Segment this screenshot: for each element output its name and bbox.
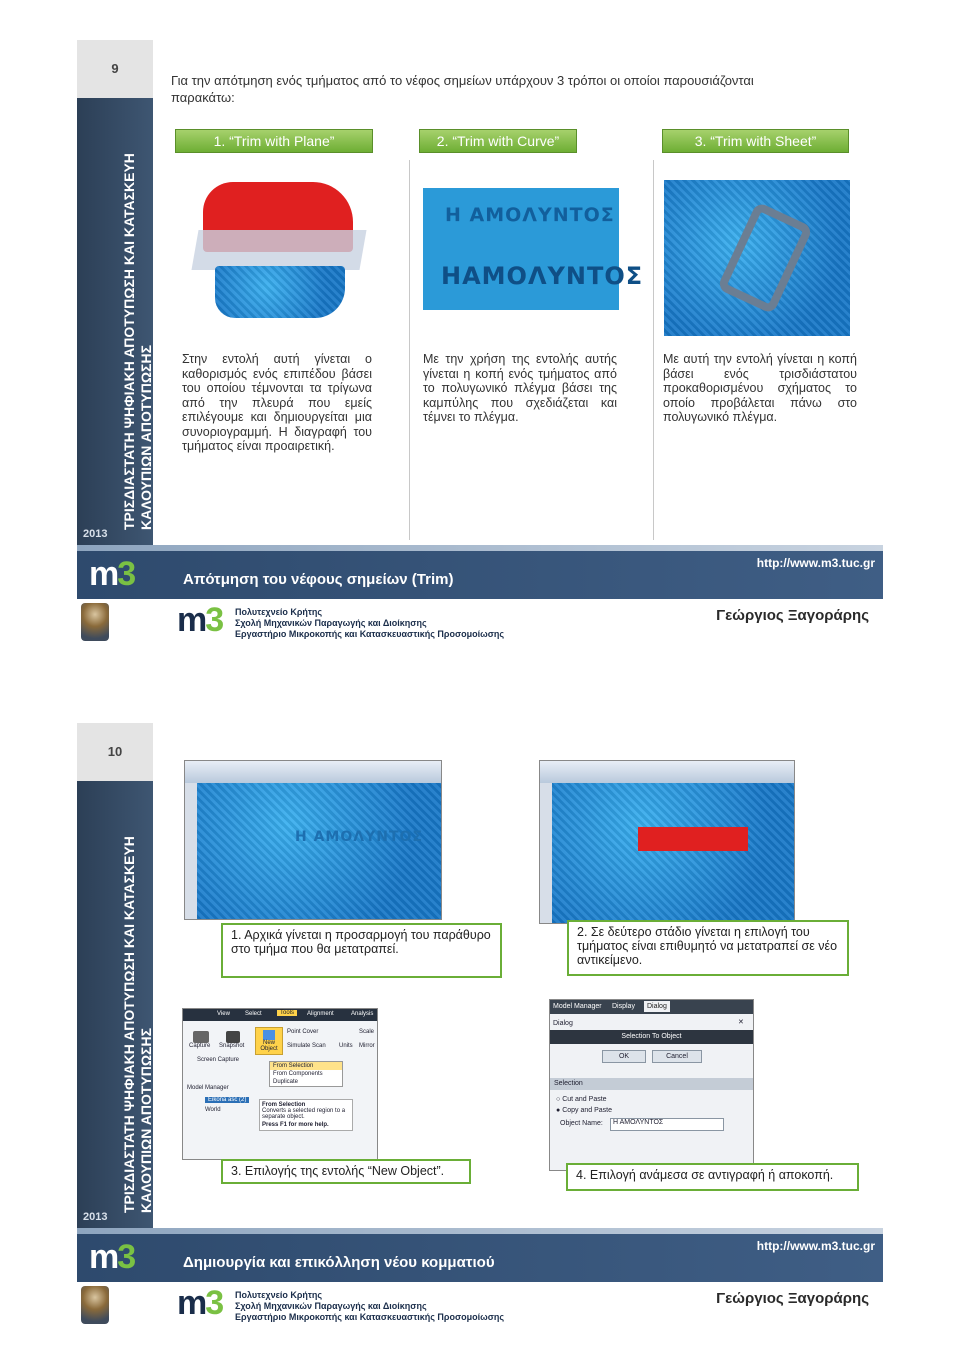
site-url: http://www.m3.tuc.gr [756,1239,875,1253]
new-object-button[interactable]: New Object [255,1027,283,1055]
ok-button[interactable]: OK [602,1050,646,1063]
inscription-faint: Η ΑΜΟΛΥΝΤΟΣ [295,829,423,845]
method-3-label: 3. “Trim with Sheet” [662,129,849,153]
caption-4: 4. Επιλογή ανάμεσα σε αντιγραφή ή αποκοπή. [566,1163,859,1191]
object-name-field[interactable]: Η ΑΜΟΛΥΝΤΟΣ [610,1118,724,1131]
column-divider [653,160,654,540]
mesh-blue-part [215,266,345,318]
footer-bar [77,1234,883,1282]
trim-curve-image [423,188,644,310]
slide-title: Δημιουργία και επικόλληση νέου κομματιού [183,1254,495,1271]
trim-sheet-image [664,180,850,336]
university-info: Πολυτεχνείο Κρήτης Σχολή Μηχανικών Παραγωγής και Διοίκησης Εργαστήριο Μικροκοπής και Κατασκευαστικής Προσομοίωσης [235,607,505,639]
tab-select[interactable]: Select [245,1011,262,1017]
footer-bar [77,551,883,599]
m3-logo: m3 [89,1238,135,1276]
camera-icon [193,1031,209,1043]
tree-item-world[interactable]: World [205,1107,221,1113]
scale-button[interactable]: Scale [359,1029,375,1035]
method-3-description: Με αυτή την εντολή γίνεται η κοπή βάσει ενός τρισδιάστατου προκαθορισμένου σχήματος το οποίο προβάλεται πάνω στο πολυγωνικό πλέγμα. [663,352,857,424]
sheet-shape [717,201,814,314]
snapshot-button[interactable]: Snapshot [219,1031,247,1049]
inscription-bottom: ΗΑΜΟΛΥΝΤΟΣ [441,262,644,290]
screen-capture-group: Screen Capture [197,1057,240,1063]
method-1-label: 1. “Trim with Plane” [175,129,373,153]
tab-dialog[interactable]: Dialog [644,1001,670,1012]
new-object-menu [269,1061,343,1087]
slide-9 [77,40,883,643]
mirror-button[interactable]: Mirror [359,1043,375,1049]
year-label: 2013 [83,1211,108,1223]
m3-logo: m3 [89,555,135,593]
page-number: 9 [77,40,153,98]
menu-duplicate[interactable]: Duplicate [273,1079,299,1085]
slide-10 [77,723,883,1326]
simulate-scan-button[interactable]: Simulate Scan [287,1043,326,1049]
snapshot-icon [226,1031,240,1043]
author-name: Γεώργιος Ξαγοράρης [716,1290,869,1307]
site-url: http://www.m3.tuc.gr [756,556,875,570]
author-name: Γεώργιος Ξαγοράρης [716,607,869,624]
screenshot-ribbon [182,1008,378,1160]
method-2-label: 2. “Trim with Curve” [419,129,577,153]
inscription-top: Η ΑΜΟΛΥΝΤΟΣ [445,204,615,226]
option-cut-paste[interactable]: ○ Cut and Paste [556,1096,607,1103]
footer-bottom [77,1282,883,1328]
app-toolbar [185,761,441,783]
saint-icon [81,603,109,641]
tab-view[interactable]: View [217,1011,230,1017]
university-info: Πολυτεχνείο Κρήτης Σχολή Μηχανικών Παραγωγής και Διοίκησης Εργαστήριο Μικροκοπής και Κατασκευαστικής Προσομοίωσης [235,1290,505,1322]
page-number: 10 [77,723,153,781]
dialog-header: Dialog [553,1020,573,1027]
screenshot-dialog [549,999,754,1171]
selection-section-header: Selection [550,1078,753,1090]
caption-2: 2. Σε δεύτερο στάδιο γίνεται η επιλογή του τμήματος είναι επιθυμητό να μετατραπεί σε νέο αντικείμενο. [567,920,849,976]
radio-selected-icon: ● [556,1107,563,1114]
capture-button[interactable]: Capture [189,1031,213,1049]
screenshot-adjust-view [184,760,442,920]
tooltip: From Selection Converts a selected region to a separate object. Press F1 for more help. [259,1099,353,1131]
point-cover-button[interactable]: Point Cover [287,1029,319,1035]
dialog-title-bar: Selection To Object [550,1030,753,1044]
column-divider [409,160,410,540]
radio-icon: ○ [556,1096,563,1103]
dialog-tabs [550,1000,753,1014]
m3-logo-dark: m3 [177,601,223,639]
tab-analysis[interactable]: Analysis [351,1011,374,1017]
saint-icon [81,1286,109,1324]
footer-bottom [77,599,883,645]
slide-sidebar [77,40,153,545]
option-copy-paste[interactable]: ● Copy and Paste [556,1107,612,1114]
slide-title: Απότμηση του νέφους σημείων (Trim) [183,571,454,588]
menu-from-components[interactable]: From Components [273,1071,323,1077]
caption-1: 1. Αρχικά γίνεται η προσαρμογή του παράθυρο στο τμήμα που θα μετατραπεί. [221,923,502,978]
slide-sidebar [77,723,153,1228]
tab-display[interactable]: Display [612,1003,635,1010]
object-name-label: Object Name: [560,1120,603,1127]
tab-tools[interactable]: Tools [277,1010,297,1016]
m3-logo-dark: m3 [177,1284,223,1322]
trim-plane-image [195,178,363,318]
caption-3: 3. Επιλογής της εντολής “New Object”. [221,1159,471,1184]
app-toolbar [540,761,794,783]
tree-item-eikona[interactable]: Eikona asc (2) [205,1097,249,1103]
menu-from-selection[interactable]: From Selection [270,1062,342,1070]
units-button[interactable]: Units [339,1043,353,1049]
tab-alignment[interactable]: Alignment [307,1011,334,1017]
model-manager-label: Model Manager [187,1085,229,1091]
method-2-description: Με την χρήση της εντολής αυτής γίνεται η κοπή ενός τμήματος από το πολυγωνικό πλέγμα βάσει της καμπύλης που σχεδιάζεται και τέμνει το πλέγμα. [423,352,617,424]
cancel-button[interactable]: Cancel [652,1050,702,1063]
new-object-icon [263,1030,275,1040]
trim-plane [191,230,366,270]
red-selection [638,827,748,851]
sidebar-title: ΤΡΙΣΔΙΑΣΤΑΤΗ ΨΗΦΙΑΚΗ ΑΠΟΤΥΠΩΣΗ ΚΑΙ ΚΑΤΑΣΚΕΥΗ ΚΑΛΟΥΠΙΩΝ ΑΠΟΤΥΠΩΣΗΣ [121,153,154,530]
year-label: 2013 [83,528,108,540]
screenshot-select-region [539,760,795,924]
app-side-panel [185,783,197,919]
method-1-description: Στην εντολή αυτή γίνεται ο καθορισμός ενός επιπέδου βάσει του οποίου τέμνονται τα τρίγωνα από την πλευρά που εμείς επιλέγουμε και δημιουργείται μια συνοριογραμμή. Η διαγραφή του τμήματος είναι προαιρετική. [182,352,372,453]
intro-text: Για την απότμηση ενός τμήματος από το νέφος σημείων υπάρχουν 3 τρόποι οι οποίοι παρουσιάζονται παρακάτω: [171,73,754,105]
tab-model-manager[interactable]: Model Manager [553,1003,602,1010]
app-side-panel [540,783,552,923]
close-icon[interactable]: ✕ [738,1019,744,1026]
sidebar-title: ΤΡΙΣΔΙΑΣΤΑΤΗ ΨΗΦΙΑΚΗ ΑΠΟΤΥΠΩΣΗ ΚΑΙ ΚΑΤΑΣΚΕΥΗ ΚΑΛΟΥΠΙΩΝ ΑΠΟΤΥΠΩΣΗΣ [121,836,154,1213]
ribbon-tabs [183,1009,377,1021]
